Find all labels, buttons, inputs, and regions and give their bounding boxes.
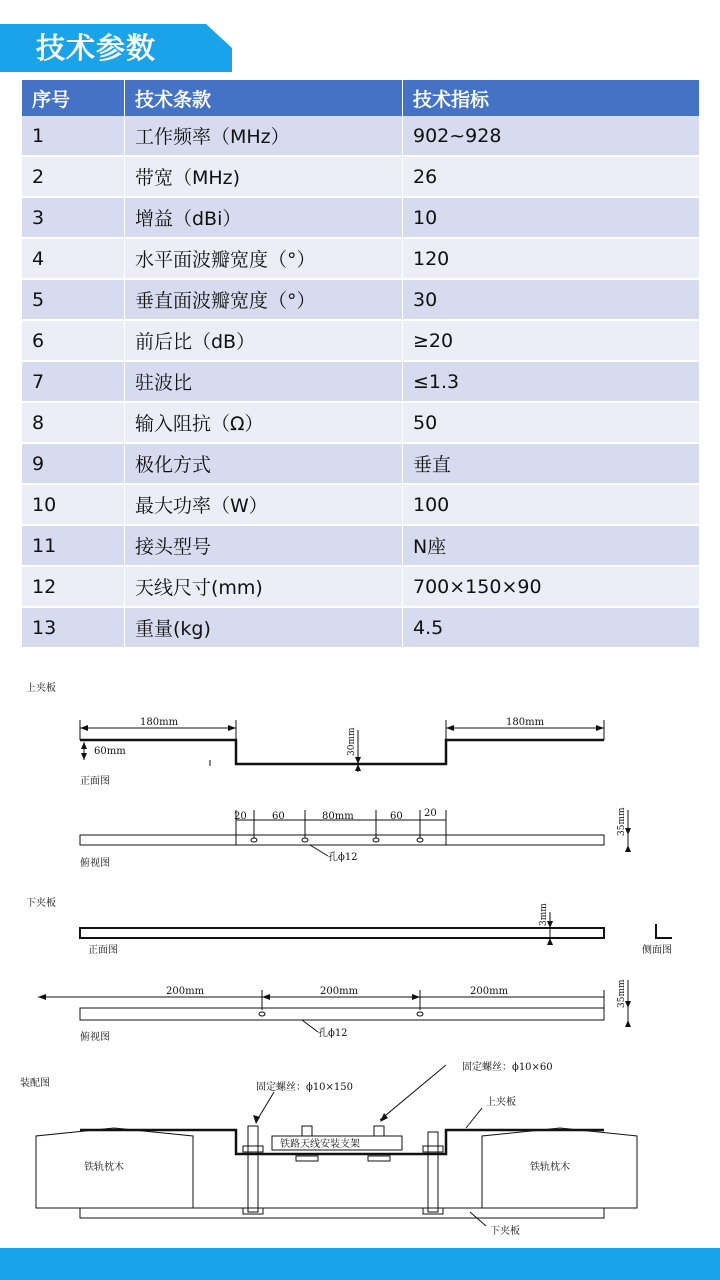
table-row [22, 238, 700, 279]
hole-mark [302, 838, 308, 842]
hole-mark [417, 1012, 423, 1016]
lower-front-view-label: 正面图 [88, 945, 118, 956]
lower-plate-top-outline [80, 1008, 604, 1020]
header-index: 序号 [22, 80, 125, 116]
dim-hole-1: 20 [234, 811, 247, 822]
hole-mark [417, 838, 423, 842]
dim-height-label: 60mm [94, 746, 126, 757]
row-index: 2 [22, 156, 125, 197]
row-value: 26 [403, 156, 700, 197]
row-value: 垂直 [403, 443, 700, 484]
dim-left-label: 180mm [140, 717, 179, 728]
row-item: 极化方式 [125, 443, 403, 484]
table-row [22, 607, 700, 648]
upper-plate-top-outline [80, 835, 604, 845]
lower-plate-callout: 下夹板 [490, 1226, 520, 1237]
row-index: 10 [22, 484, 125, 525]
table-row [22, 361, 700, 402]
row-value: 30 [403, 279, 700, 320]
screw-b-nut [368, 1156, 390, 1161]
table-row [22, 484, 700, 525]
lower-plate-label: 下夹板 [26, 898, 56, 909]
screw-b [374, 1126, 384, 1136]
screw-a [302, 1126, 312, 1136]
arrow-head [547, 938, 553, 945]
row-index: 3 [22, 197, 125, 238]
table-row [22, 279, 700, 320]
lower-hole-label: 孔ϕ12 [318, 1028, 348, 1039]
lower-dim-1: 200mm [166, 986, 205, 997]
row-index: 7 [22, 361, 125, 402]
leader-line [466, 1108, 482, 1128]
row-value: 50 [403, 402, 700, 443]
row-index: 1 [22, 116, 125, 156]
row-item: 带宽（MHz) [125, 156, 403, 197]
dim-depth-label: 30mm [347, 727, 357, 756]
lower-top-view-label: 俯视图 [80, 1032, 110, 1043]
nut-right [423, 1146, 443, 1152]
lower-plate-front-outline [80, 928, 604, 938]
table-row [22, 402, 700, 443]
hole-label: 孔ϕ12 [328, 852, 358, 863]
screw-a-nut [296, 1156, 318, 1161]
hole-mark [259, 1012, 265, 1016]
nut-left-bottom [243, 1208, 263, 1214]
header-item: 技术条款 [125, 80, 403, 116]
hole-mark [251, 838, 257, 842]
spec-table [22, 80, 700, 649]
header-value: 技术指标 [403, 80, 700, 116]
bolt-left [248, 1126, 258, 1212]
arrow-head [596, 725, 604, 731]
bolt-left-label: 固定螺丝：ϕ10×150 [256, 1082, 354, 1093]
row-value: 10 [403, 197, 700, 238]
assembly-label: 装配图 [20, 1078, 50, 1089]
lower-dim-3: 200mm [470, 986, 509, 997]
table-row [22, 566, 700, 607]
dim-hole-4: 60 [390, 811, 403, 822]
installation-drawing [0, 660, 720, 1248]
front-view-label: 正面图 [80, 776, 110, 787]
arrow-head [262, 994, 270, 1000]
bolt-right-label: 固定螺丝：ϕ10×60 [462, 1062, 553, 1073]
row-index: 12 [22, 566, 125, 607]
row-value: 100 [403, 484, 700, 525]
row-value: 120 [403, 238, 700, 279]
dim-hole-3: 80mm [322, 811, 354, 822]
row-index: 5 [22, 279, 125, 320]
row-item: 天线尺寸(mm) [125, 566, 403, 607]
table-row [22, 443, 700, 484]
dim-right-label: 180mm [506, 717, 545, 728]
nut-right-bottom [423, 1208, 443, 1214]
row-item: 前后比（dB） [125, 320, 403, 361]
assembly-lower-plate [80, 1208, 604, 1218]
dim-side-label: 35mm [617, 807, 627, 836]
lower-dim-side-label: 35mm [617, 979, 627, 1008]
leader-line [380, 1065, 446, 1120]
arrow-head [228, 725, 236, 731]
arrow-head [412, 994, 420, 1000]
page-title: 技术参数 [36, 31, 157, 65]
arrow-head [38, 994, 46, 1000]
footer-bar [0, 1248, 720, 1280]
sleeper-left-label: 铁轨枕木 [84, 1162, 124, 1173]
row-item: 工作频率（MHz） [125, 116, 403, 156]
leader-line [302, 1020, 318, 1032]
bracket-label: 铁路天线安装支架 [280, 1139, 360, 1150]
row-item: 驻波比 [125, 361, 403, 402]
table-row [22, 197, 700, 238]
row-item: 增益（dBi） [125, 197, 403, 238]
dim-hole-5: 20 [424, 808, 437, 819]
table-row [22, 156, 700, 197]
leader-line [470, 1212, 486, 1226]
sleeper-right-label: 铁轨枕木 [530, 1162, 570, 1173]
row-item: 接头型号 [125, 525, 403, 566]
arrow-head [446, 725, 454, 731]
hole-mark [373, 838, 379, 842]
table-header-row [22, 80, 700, 116]
bolt-right [428, 1132, 438, 1212]
title-banner [0, 24, 232, 72]
row-index: 8 [22, 402, 125, 443]
row-index: 11 [22, 525, 125, 566]
row-index: 6 [22, 320, 125, 361]
upper-plate-label: 上夹板 [26, 683, 56, 694]
row-index: 4 [22, 238, 125, 279]
table-row [22, 116, 700, 156]
row-value: ≥20 [403, 320, 700, 361]
row-value: 4.5 [403, 607, 700, 648]
upper-plate-front-outline [80, 740, 604, 764]
upper-plate-callout: 上夹板 [486, 1097, 516, 1108]
table-row [22, 320, 700, 361]
arrow-head [625, 845, 631, 852]
row-index: 13 [22, 607, 125, 648]
row-value: ≤1.3 [403, 361, 700, 402]
lower-dim-2: 200mm [320, 986, 359, 997]
lower-dim-depth-label: 3mm [539, 903, 549, 926]
leader-line [310, 845, 328, 856]
row-value: 902~928 [403, 116, 700, 156]
arrow-head [80, 725, 88, 731]
row-item: 重量(kg) [125, 607, 403, 648]
row-item: 最大功率（W） [125, 484, 403, 525]
row-item: 水平面波瓣宽度（°） [125, 238, 403, 279]
row-item: 输入阻抗（Ω） [125, 402, 403, 443]
row-item: 垂直面波瓣宽度（°） [125, 279, 403, 320]
nut-left [243, 1146, 263, 1152]
top-view-label: 俯视图 [80, 858, 110, 869]
row-value: 700×150×90 [403, 566, 700, 607]
arrow-head [81, 753, 87, 760]
dim-hole-2: 60 [272, 811, 285, 822]
arrow-head [81, 742, 87, 749]
side-view-profile [656, 924, 672, 938]
side-view-label: 侧面图 [642, 945, 672, 956]
row-index: 9 [22, 443, 125, 484]
row-value: N座 [403, 525, 700, 566]
arrow-head [625, 1020, 631, 1027]
table-row [22, 525, 700, 566]
